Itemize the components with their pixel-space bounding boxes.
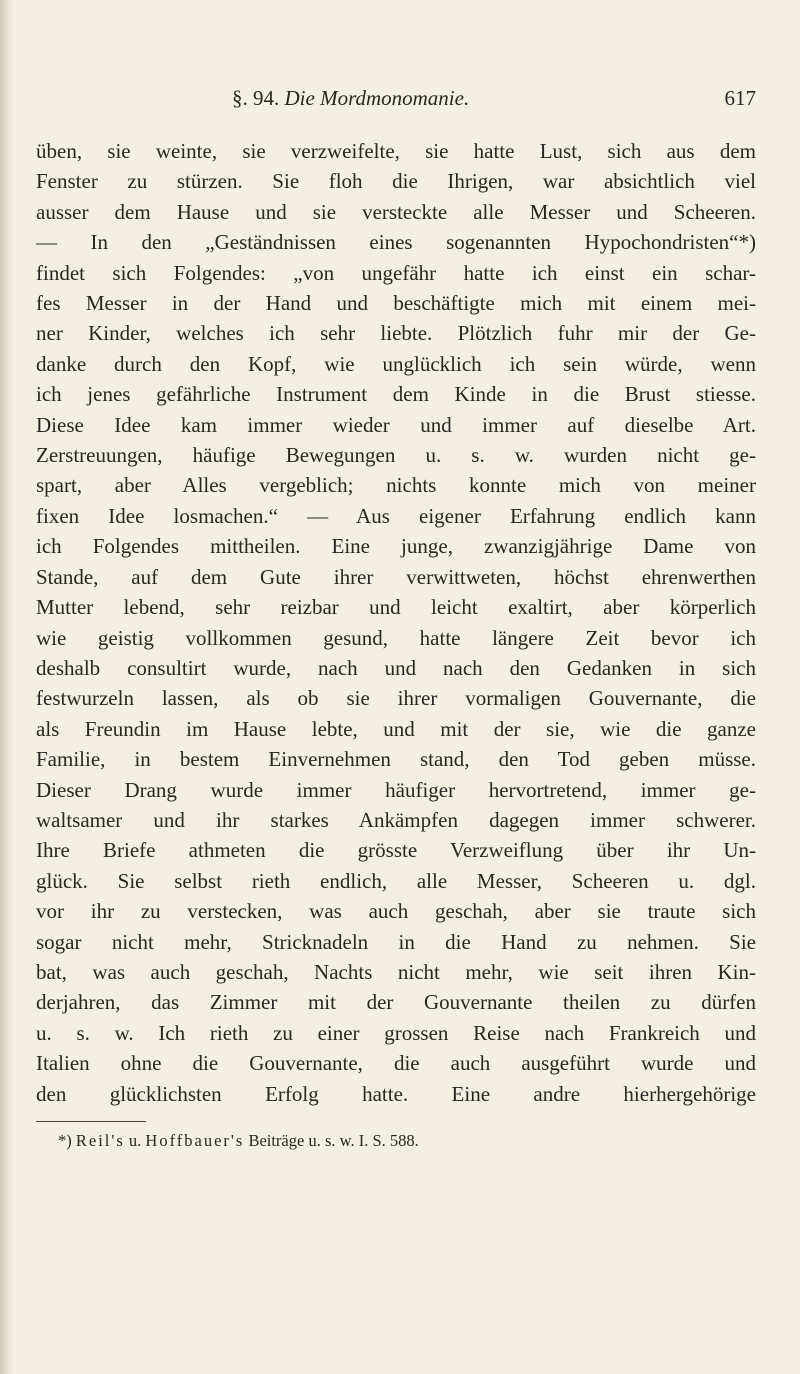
text-line: Dieser Drang wurde immer häufiger hervortretend, immer ge- (36, 777, 756, 802)
text-line: spart, aber Alles vergeblich; nichts konnte mich von meiner (36, 473, 756, 498)
footnote-author-1: Reil's (75, 1131, 125, 1150)
text-line: Italien ohne die Gouvernante, die auch ausgeführt wurde und (36, 1051, 756, 1076)
text-line: üben, sie weinte, sie verzweifelte, sie hatte Lust, sich aus dem (36, 139, 756, 163)
text-line: festwurzeln lassen, als ob sie ihrer vormaligen Gouvernante, die (36, 686, 756, 711)
section-title: Die Mordmonomanie. (284, 86, 470, 110)
footnote-marker: *) (58, 1131, 72, 1150)
text-line: den glücklichsten Erfolg hatte. Eine andre hierhergehörige (36, 1081, 756, 1106)
text-line: Zerstreuungen, häufige Bewegungen u. s. w. wurden nicht ge- (36, 443, 756, 468)
text-line: Fenster zu stürzen. Sie floh die Ihrigen, war absichtlich viel (36, 169, 756, 194)
text-line: Familie, in bestem Einvernehmen stand, den Tod geben müsse. (36, 747, 756, 772)
text-line: u. s. w. Ich rieth zu einer grossen Reise nach Frankreich und (36, 1020, 756, 1045)
footnote-reference: Beiträge u. s. w. I. S. 588. (248, 1131, 419, 1150)
text-line: ausser dem Hause und sie versteckte alle Messer und Scheeren. (36, 199, 756, 224)
footnote (36, 1130, 756, 1152)
text-line: als Freundin im Hause lebte, und mit der sie, wie die ganze (36, 716, 756, 741)
section-heading (232, 86, 469, 111)
section-number: §. 94. (232, 86, 280, 110)
text-line: ich Folgendes mittheilen. Eine junge, zwanzigjährige Dame von (36, 534, 756, 559)
text-line: Ihre Briefe athmeten die grösste Verzweiflung über ihr Un- (36, 838, 756, 863)
text-line: deshalb consultirt wurde, nach und nach den Gedanken in sich (36, 655, 756, 680)
text-line: findet sich Folgendes: „von ungefähr hatte ich einst ein schar- (36, 260, 756, 285)
footnote-rule (36, 1121, 146, 1122)
footnote-author-2: Hoffbauer's (145, 1131, 245, 1150)
text-line: — In den „Geständnissen eines sogenannten Hypochondristen“*) (36, 230, 756, 255)
page-number: 617 (724, 86, 756, 110)
text-line: Mutter lebend, sehr reizbar und leicht exaltirt, aber körperlich (36, 595, 756, 620)
body-text (36, 136, 756, 1109)
text-line: derjahren, das Zimmer mit der Gouvernante theilen zu dürfen (36, 990, 756, 1015)
footnote-conjunction: u. (128, 1131, 142, 1150)
text-line: ich jenes gefährliche Instrument dem Kinde in die Brust stiesse. (36, 382, 756, 407)
book-page (36, 86, 756, 1152)
text-line: Stande, auf dem Gute ihrer verwittweten, höchst ehrenwerthen (36, 564, 756, 589)
text-line: bat, was auch geschah, Nachts nicht mehr, wie seit ihren Kin- (36, 959, 756, 984)
text-line: wie geistig vollkommen gesund, hatte längere Zeit bevor ich (36, 625, 756, 650)
text-line: glück. Sie selbst rieth endlich, alle Messer, Scheeren u. dgl. (36, 868, 756, 893)
text-line: fes Messer in der Hand und beschäftigte mich mit einem mei- (36, 291, 756, 316)
text-line: Diese Idee kam immer wieder und immer auf dieselbe Art. (36, 412, 756, 437)
page-binding-edge (0, 0, 14, 1374)
text-line: waltsamer und ihr starkes Ankämpfen dagegen immer schwerer. (36, 807, 756, 832)
text-line: sogar nicht mehr, Stricknadeln in die Hand zu nehmen. Sie (36, 929, 756, 954)
text-line: vor ihr zu verstecken, was auch geschah, aber sie traute sich (36, 899, 756, 924)
text-line: fixen Idee losmachen.“ — Aus eigener Erfahrung endlich kann (36, 503, 756, 528)
text-line: danke durch den Kopf, wie unglücklich ich sein würde, wenn (36, 351, 756, 376)
running-header (36, 86, 756, 126)
text-line: ner Kinder, welches ich sehr liebte. Plötzlich fuhr mir der Ge- (36, 321, 756, 346)
